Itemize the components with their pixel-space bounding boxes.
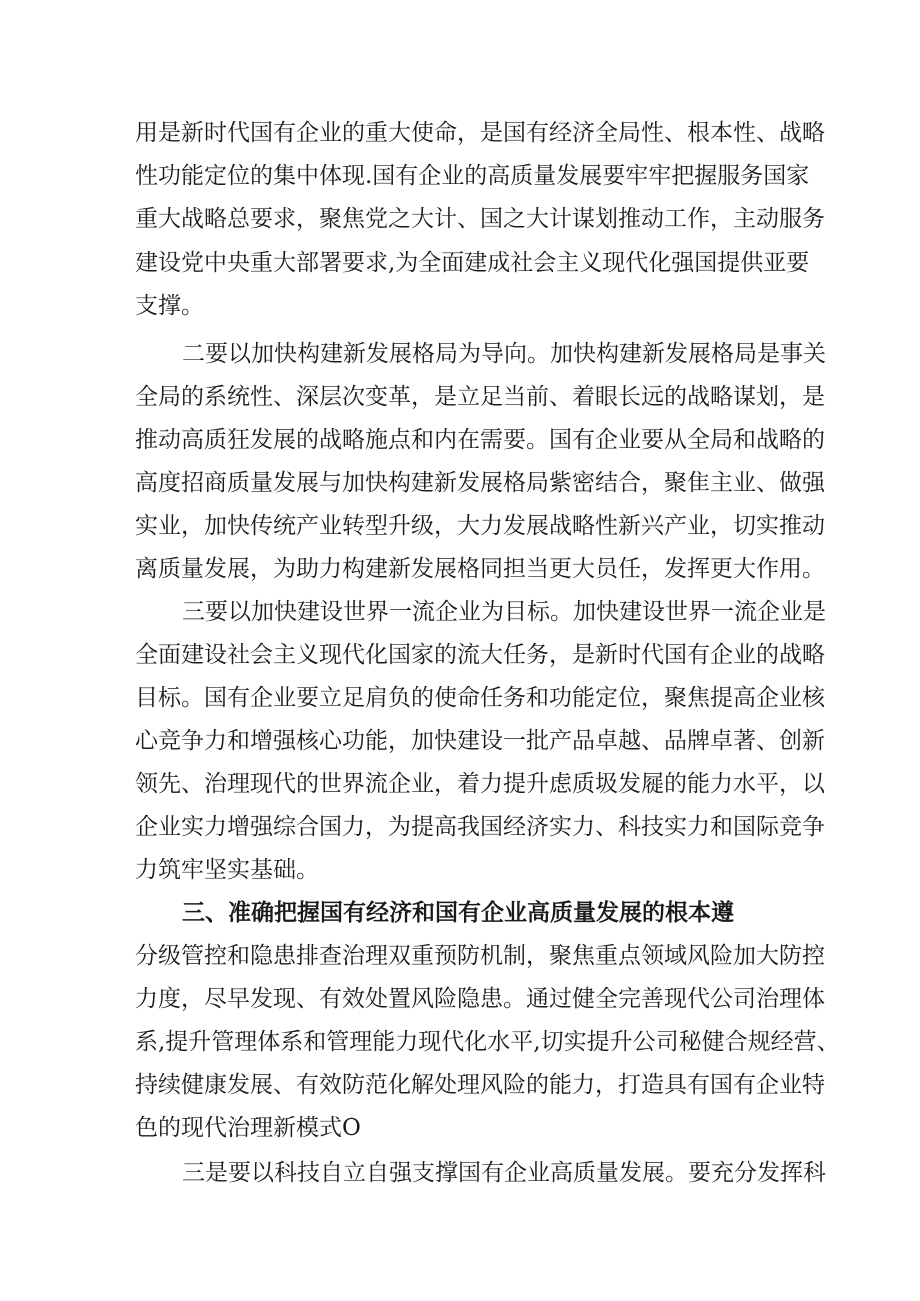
text-line: 企业实力增强综合国力，为提高我国经济实力、科技实力和国际竞争 [135,814,825,840]
text-line: 力度，尽早发现、有效处置风险隐患。通过健全完善现代公司治理体 [135,986,825,1012]
text-line: 领先、治理现代的世界流企业，着力提升虑质圾发屣的能力水平，以 [135,771,825,797]
text-line: 重大战略总要求，聚焦党之大计、国之大计谋划推动工作，主动服务 [135,206,825,232]
text-line: 建设党中央重大部署要求,为全面建成社会主义现代化强国提供亚要 [135,250,810,276]
paragraph-start-line: 二要以加快构建新发展格局为导向。加快构建新发展格局是事关 [182,341,826,367]
text-line: 持续健康发展、有效防范化解处理风险的能力，打造具有国有企业特 [135,1072,825,1098]
text-line: 用是新时代国有企业的重大使命，是国有经济全局性、根本性、战略 [135,120,825,146]
text-line: 全面建设社会主义现代化国家的流大任务，是新时代国有企业的战略 [135,642,825,668]
text-line: 分级管控和隐患排查治理双重预防机制，聚焦重点领域风险加大防控 [135,943,825,969]
text-line: 性功能定位的集中体现.国有企业的高质量发展要牢牢把握服务国家 [135,163,810,189]
text-line: 高度招商质量发展与加快构建新发展格局紫密结合，聚隹主业、做强 [135,470,825,496]
text-line: 力筑牢坚实基础。 [135,857,319,883]
text-line: 离质量发展，为助力构建新发展格同担当更大员任，发挥更大作用。 [135,556,825,582]
text-line: 实业，加快传统产业转型升级，大力发展战略性新兴产业，切实推动 [135,513,825,539]
paragraph-start-line: 三是要以科技自立自强支撑国有企业高质量发展。要充分发挥科 [182,1160,826,1186]
text-line: 全局的系统性、深层次变革，是立足当前、着眼长远的战略谋划，是 [135,384,825,410]
text-line: 推动高质狂发展的战略施点和内在需要。国有企业要从全局和战略的 [135,427,825,453]
section-heading: 三、准确把握国有经济和国有企业高质量发展的根本遵 [182,899,734,926]
text-line: 支撑。 [135,293,204,319]
text-line: 系,提升管理体系和管理能力现代化水平,切实提升公司秘健合规经营、 [135,1029,840,1055]
text-line: 目标。国有企业要立足肩负的使命任务和功能定位，聚焦提高企业核 [135,685,825,711]
text-line: 色的现代治理新模式O [135,1115,361,1141]
text-line: 心竞争力和增强核心功能，加快建设一批产品卓越、品牌卓著、创新 [135,728,825,754]
paragraph-start-line: 三要以加快建设世界一流企业为目标。加快建设世界一流企业是 [182,599,826,625]
